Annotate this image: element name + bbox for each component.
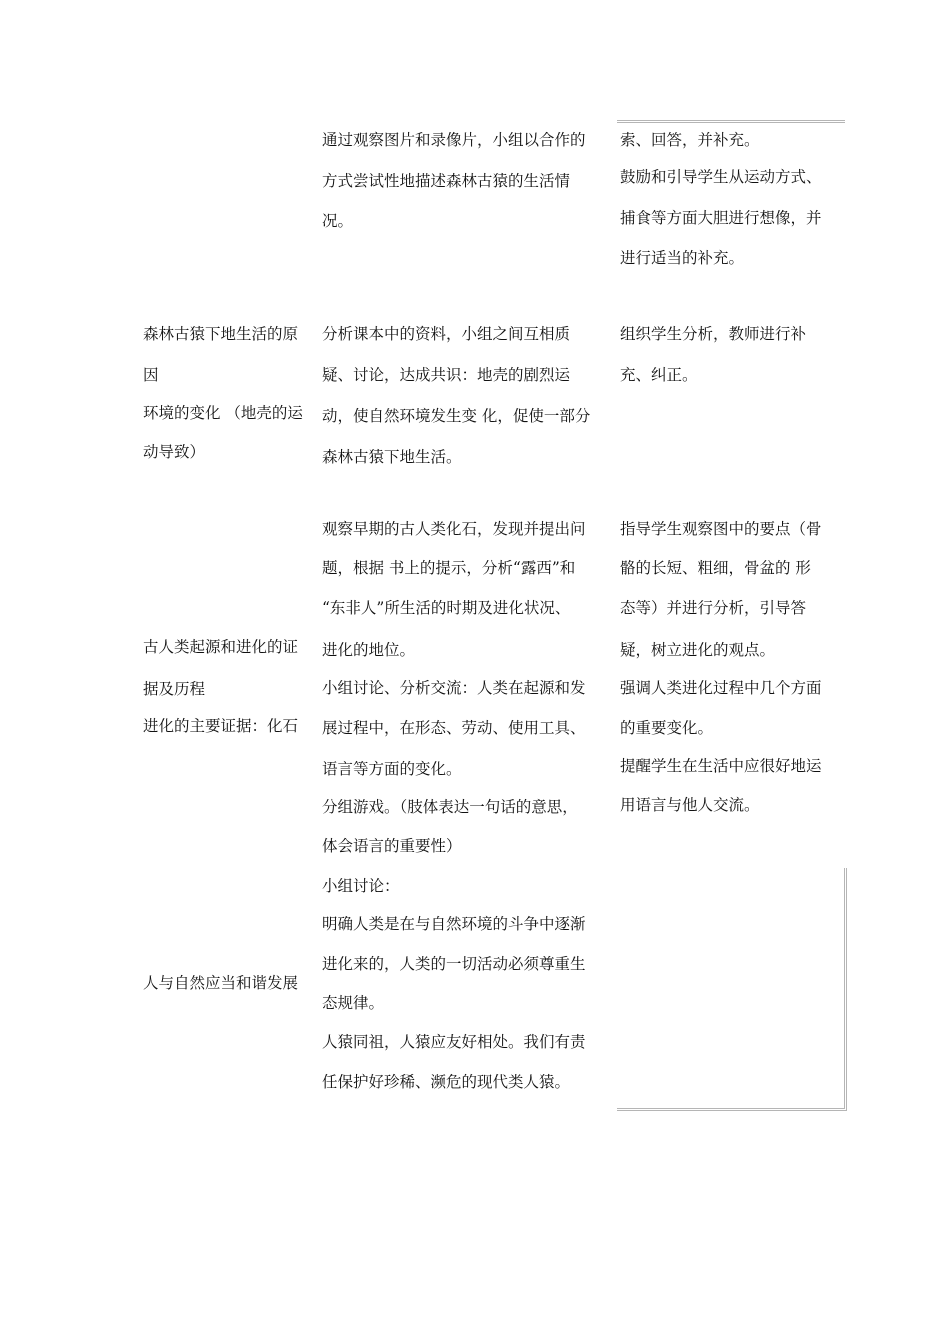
- activity-text-line: 况。: [322, 212, 354, 230]
- teacher-text-line: 的重要变化。: [620, 719, 714, 737]
- activity-text-line: 体会语言的重要性）: [322, 837, 462, 855]
- activity-text-line: 进化来的，人类的一切活动必须尊重生: [322, 955, 586, 973]
- activity-text-line: 态规律。: [322, 994, 385, 1012]
- teacher-text-line: 强调人类进化过程中几个方面: [620, 679, 822, 697]
- activity-text-line: 进化的地位。: [322, 641, 416, 659]
- activity-text-line: 森林古猿下地生活。: [322, 448, 462, 466]
- activity-text-line: 分析课本中的资料，小组之间互相质: [322, 325, 571, 343]
- activity-text-line: 人猿同祖，人猿应友好相处。我们有责: [322, 1033, 586, 1051]
- activity-text-line: 题，根据 书上的提示，分析“露西”和: [322, 559, 576, 577]
- teacher-text-line: 索、回答，并补充。: [620, 131, 760, 149]
- activity-text-line: 任保护好珍稀、濒危的现代类人猿。: [322, 1073, 571, 1091]
- activity-text-line: “东非人”所生活的时期及进化状况、: [322, 599, 571, 617]
- teacher-text-line: 进行适当的补充。: [620, 249, 745, 267]
- table-frame-bottom: [617, 868, 847, 1111]
- teacher-text-line: 用语言与他人交流。: [620, 796, 760, 814]
- table-frame-top: [617, 120, 845, 129]
- activity-text-line: 语言等方面的变化。: [322, 760, 462, 778]
- teacher-text-line: 充、纠正。: [620, 366, 698, 384]
- topic-text-line: 因: [143, 366, 159, 384]
- topic-text-line: 人与自然应当和谐发展: [143, 974, 299, 992]
- teacher-text-line: 鼓励和引导学生从运动方式、: [620, 168, 822, 186]
- teacher-text-line: 组织学生分析，教师进行补: [620, 325, 807, 343]
- activity-text-line: 小组讨论：: [322, 877, 400, 895]
- activity-text-line: 展过程中，在形态、劳动、使用工具、: [322, 719, 586, 737]
- activity-text-line: 疑、讨论，达成共识：地壳的剧烈运: [322, 366, 571, 384]
- activity-text-line: 通过观察图片和录像片，小组以合作的: [322, 131, 586, 149]
- topic-text-line: 动导致）: [143, 443, 206, 461]
- teacher-text-line: 指导学生观察图中的要点（骨: [620, 520, 822, 538]
- activity-text-line: 方式尝试性地描述森林古猿的生活情: [322, 172, 571, 190]
- teacher-text-line: 提醒学生在生活中应很好地运: [620, 757, 822, 775]
- topic-text-line: 据及历程: [143, 680, 206, 698]
- teacher-text-line: 疑，树立进化的观点。: [620, 641, 776, 659]
- topic-text-line: 进化的主要证据：化石: [143, 717, 299, 735]
- activity-text-line: 明确人类是在与自然环境的斗争中逐渐: [322, 915, 586, 933]
- activity-text-line: 观察早期的古人类化石，发现并提出问: [322, 520, 586, 538]
- activity-text-line: 分组游戏。（肢体表达一句话的意思，: [322, 798, 578, 816]
- teacher-text-line: 捕食等方面大胆进行想像，并: [620, 209, 822, 227]
- topic-text-line: 环境的变化 （地壳的运: [143, 404, 303, 422]
- activity-text-line: 小组讨论、分析交流：人类在起源和发: [322, 679, 586, 697]
- teacher-text-line: 态等）并进行分析，引导答: [620, 599, 807, 617]
- topic-text-line: 森林古猿下地生活的原: [143, 325, 299, 343]
- teacher-text-line: 骼的长短、粗细，骨盆的 形: [620, 559, 811, 577]
- topic-text-line: 古人类起源和进化的证: [143, 638, 299, 656]
- activity-text-line: 动，使自然环境发生变 化，促使一部分: [322, 407, 591, 425]
